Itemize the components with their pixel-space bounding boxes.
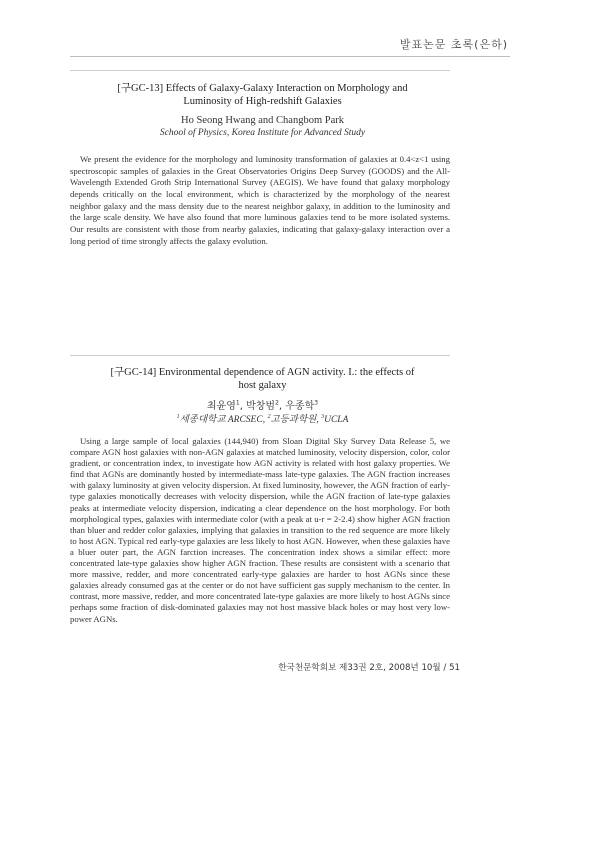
paper-affiliation: School of Physics, Korea Institute for Advanced Study [159, 128, 366, 138]
paper-authors: 최윤영$^1$, 박창범$^2$, 우종학$^3$ [206, 399, 319, 412]
paper-title [75, 367, 450, 392]
affiliation-item: UCLA [324, 415, 349, 425]
paper-id: [구GC-14] [110, 367, 157, 378]
author-name: 우종학 [285, 401, 315, 412]
header-text: 발표논문 초록(은하) [399, 38, 508, 51]
title-line: Effects of Galaxy-Galaxy Interaction on Morphology and [165, 83, 408, 94]
paper-title-line-1 [75, 83, 450, 96]
affiliation-item: 고등과학원, [270, 415, 319, 425]
section-divider [70, 355, 450, 356]
paper-title [75, 83, 450, 108]
paper-affiliation: $^1$세종대학교 ARCSEC, $^2$고등과학원, $^3$UCLA [176, 413, 349, 425]
header-rule [70, 56, 510, 57]
paper-authors: Ho Seong Hwang and Changbom Park [180, 115, 345, 126]
title-line: Environmental dependence of AGN activity. I.: the effects of [158, 367, 415, 378]
author-name: 최윤영 [206, 401, 236, 412]
running-header [0, 36, 600, 56]
paper-title-line-1 [75, 367, 450, 380]
paper-abstract: We present the evidence for the morphology and luminosity transformation of galaxies at 0.4<z<1 using spectroscopic samples of galaxies in the Great Observatories Origins Deep Survey (GOODS) and the All-Wavelength Extended Groth Strip International Survey (AEGIS). We have found that galaxy morphology depends critically on the local environment, which is characterized by the morphology of the nearest neighbor galaxy and the mass density due to the nearest neighbor galaxy, in addition to the luminosity and the large scale density. We have also found that more luminous galaxies tend to be more isolated systems. Our results are consistent with those from nearby galaxies, indicating that galaxy-galaxy interaction over a long period of time strongly affects the galaxy evolution. [70, 154, 450, 246]
title-line: Luminosity of High-redshift Galaxies [183, 95, 342, 107]
paper-id: [구GC-13] [117, 83, 164, 94]
title-line: host galaxy [238, 379, 287, 391]
affiliation-item: 세종대학교 ARCSEC, [179, 415, 266, 425]
paper-abstract: Using a large sample of local galaxies (144,940) from Sloan Digital Sky Survey Data Release 5, we compare AGN host galaxies with non-AGN galaxies at matched luminosity, velocity dispersion, color, color gradient, or concentration index, to investigate how AGN activity is related with host galaxy properties. We find that AGNs are dominantly hosted by intermediate-mass late-type galaxies. The AGN fraction increases with galaxy luminosity at given velocity dispersion. At fixed luminosity, however, the AGN fraction of early-type galaxies monotically decreases with velocity dispersion, while the AGN fraction of late-type galaxies peaks at intermediate velocity dispersion, indicating a clear dependence on the host morphology. For both morphological types, galaxies with intermediate color (with a peak at u-r = 2-2.4) show higher AGN fraction than bluer and redder color galaxies, implying that galaxies in transition to the red sequence are more likely to host AGN. Typical red early-type galaxies are less likely to host AGN. However, when these galaxies have a bluer outer part, the AGN farction increases. The concentration index shows a similar effect: more concentrated late-type galaxies show higher AGN fraction. These results are consistent with a scenario that more massive, redder, and more concentrated early-type galaxies are harder to host AGNs since these galaxies already consumed gas at the center or do not have sufficient gas supply mechanism to the center. In contrast, more massive, redder, and more concentrated late-type galaxies are more likely to host AGNs since perhaps some fraction of disk-dominated galaxies may not host massive black holes or may host very low-power AGNs. [70, 436, 450, 624]
author-name: 박창범 [246, 401, 276, 412]
section-divider [70, 70, 450, 71]
page-footer: 한국천문학회보 제33권 2호, 2008년 10월 / 51 [278, 663, 460, 673]
